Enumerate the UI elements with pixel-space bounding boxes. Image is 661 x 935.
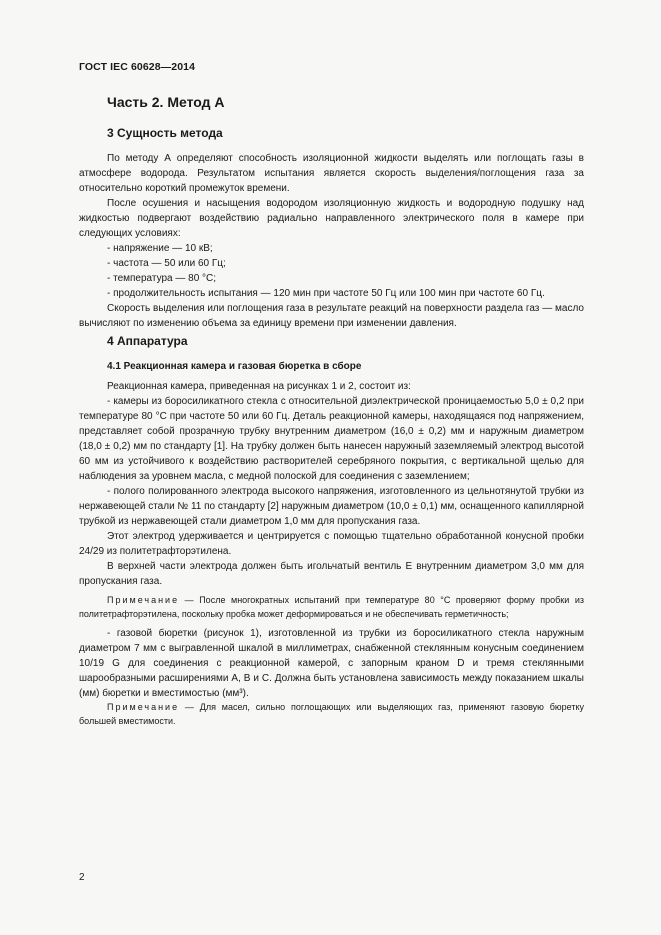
- note-1-text: — После многократных испытаний при температуре 80 °С проверяют форму пробки из политетрафторэтилена, поскольку пробка может деформироваться и не обеспечивать герметичность;: [79, 595, 584, 619]
- condition-temperature: - температура — 80 °С;: [107, 273, 217, 284]
- note-2-text: — Для масел, сильно поглощающих или выделяющих газ, применяют газовую бюретку большей вместимости.: [79, 702, 584, 726]
- note-2: [79, 701, 584, 728]
- section-4-title: 4 Аппаратура: [107, 334, 188, 348]
- electrode-mounting: Этот электрод удерживается и центрируется с помощью тщательно обработанной конусной пробки 24/29 из политетрафторэтилена.: [79, 531, 584, 557]
- section-4-body: [79, 379, 584, 589]
- note-1-label: Примечание: [107, 595, 180, 605]
- condition-voltage: - напряжение — 10 кВ;: [107, 243, 213, 254]
- note-2-label: Примечание: [107, 702, 180, 712]
- burette-block: [79, 626, 584, 701]
- section-3-paragraph-1: По методу А определяют способность изоляционной жидкости выделять или поглощать газы в атмосфере водорода. Результатом испытания является скорость выделения/поглощения газа за относительно короткий промежуток времени.: [79, 153, 584, 194]
- subsection-4-1-title: 4.1 Реакционная камера и газовая бюретка в сборе: [107, 361, 362, 372]
- section-3-title: 3 Сущность метода: [107, 126, 223, 140]
- chamber-description: - камеры из боросиликатного стекла с относительной диэлектрической проницаемостью 5,0 ± 0,2 при температуре 80 °С при частоте 50 или 60 Гц. Деталь реакционной камеры, находящаяся под напряжением, представляет собой прозрачную трубку внутренним диаметром (16,0 ± 0,2) мм и наружным диаметром (18,0 ± 0,2) мм по стандарту [1]. На трубку должен быть нанесен наружный заземляемый электрод высотой 60 мм из устойчивого к воздействию растворителей серебряного покрытия, с вертикальной щелью для наблюдения за уровнем масла, с медной полоской для соединения с заземлением;: [79, 396, 584, 482]
- page-number: 2: [79, 872, 85, 883]
- standard-header: ГОСТ IEC 60628—2014: [79, 61, 196, 73]
- electrode-description: - полого полированного электрода высокого напряжения, изготовленного из цельнотянутой трубки из нержавеющей стали № 11 по стандарту [2] наружным диаметром (10,0 ± 0,1) мм, оснащенного капиллярной трубкой из нержавеющей стали диаметром 1,0 мм для пропускания газа.: [79, 486, 584, 527]
- condition-duration: - продолжительность испытания — 120 мин при частоте 50 Гц или 100 мин при частоте 60 Гц.: [107, 288, 545, 299]
- condition-frequency: - частота — 50 или 60 Гц;: [107, 258, 226, 269]
- section-3-paragraph-2: После осушения и насыщения водородом изоляционную жидкость и водородную подушку над жидкостью подвергают воздействию радиально направленного электрического поля в камере при следующих условиях:: [79, 198, 584, 239]
- section-3-body: [79, 151, 584, 331]
- section-4-paragraph-1: Реакционная камера, приведенная на рисунках 1 и 2, состоит из:: [107, 381, 411, 392]
- section-3-paragraph-3: Скорость выделения или поглощения газа в результате реакций на поверхности раздела газ — масло вычисляют по изменению объема за единицу времени при изменении давления.: [79, 303, 584, 329]
- needle-valve-description: В верхней части электрода должен быть игольчатый вентиль Е внутренним диаметром 3,0 мм для пропускания газа.: [79, 561, 584, 587]
- part-title: Часть 2. Метод А: [107, 94, 225, 110]
- note-1: [79, 594, 584, 621]
- burette-description: - газовой бюретки (рисунок 1), изготовленной из трубки из боросиликатного стекла наружным диаметром 7 мм с выгравленной шкалой в миллиметрах, снабженной стеклянным конусным соединением 10/19 G для соединения с реакционной камерой, с запорным краном D и тремя стеклянными шарообразными расширениями А, В и С. Должна быть установлена зависимость между показанием шкалы (мм) бюретки и вместимостью (мм³).: [79, 628, 584, 699]
